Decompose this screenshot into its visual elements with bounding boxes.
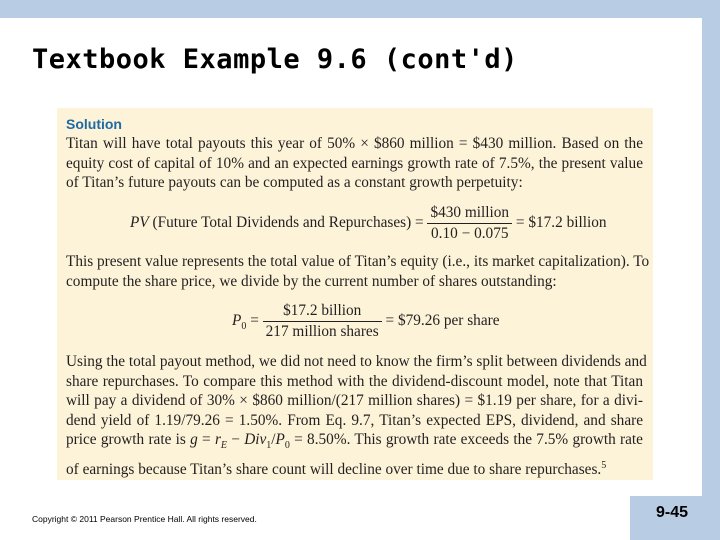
equation-share-price [232, 302, 500, 341]
text-line: Titan will have total payouts this year of 50% × $860 million = $430 million. Based on the [66, 135, 643, 152]
copyright-text: Copyright © 2011 Pearson Prentice Hall. All rights reserved. [32, 514, 257, 524]
g-symbol: g [190, 431, 198, 449]
fraction-numerator: $430 million [427, 204, 512, 224]
solution-paragraph-1 [66, 134, 643, 193]
slide-title: Textbook Example 9.6 (cont'd) [32, 44, 518, 75]
r-subscript: E [220, 440, 228, 452]
text-fragment: / [271, 431, 276, 449]
equation-lhs-text: (Future Total Dividends and Repurchases) = [152, 214, 424, 232]
equation-result: = $17.2 billion [515, 214, 607, 232]
fraction-denominator: 0.10 − 0.075 [431, 225, 509, 242]
r-symbol: r [214, 431, 221, 449]
equation-present-value [130, 204, 607, 243]
equation-fraction [263, 302, 382, 341]
text-fragment: − [227, 431, 245, 449]
top-accent-bar [0, 0, 720, 18]
equals-sign: = [250, 312, 259, 330]
footnote-mark: 5 [601, 460, 607, 472]
equation-result: = $79.26 per share [385, 312, 500, 330]
text-line [66, 456, 643, 480]
text-line: will pay a dividend of 30% × $860 million/(217 million shares) = $1.19 per share, for a divi- [66, 392, 643, 410]
div-symbol: Div [244, 431, 267, 449]
fraction-denominator: 217 million shares [265, 323, 379, 340]
text-line-growth-formula [66, 430, 643, 456]
page-number: 9-45 [656, 504, 689, 521]
text-line: This present value represents the total value of Titan’s equity (i.e., its market capitalization). To [66, 253, 650, 270]
text-fragment: of earnings because Titan’s share count will decline over time due to share repurchases. [66, 461, 602, 479]
p-subscript: 0 [241, 321, 247, 333]
text-line: equity cost of capital of 10% and an expected earnings growth rate of 7.5%, the present value [66, 154, 643, 172]
solution-label: Solution [66, 116, 122, 132]
p-symbol: P [232, 312, 242, 330]
text-line: dend yield of 1.19/79.26 = 1.50%. From Eq. 9.7, Titan’s expected EPS, dividend, and share [66, 411, 643, 429]
text-fragment: = [197, 431, 215, 449]
text-line: Using the total payout method, we did not need to know the firm’s split between dividends and [66, 353, 647, 370]
text-line: share repurchases. To compare this method with the dividend-discount model, note that Titan [66, 372, 643, 390]
div-subscript: 1 [266, 440, 272, 452]
text-fragment: price growth rate is [66, 431, 191, 449]
right-accent-bar [702, 0, 720, 496]
equation-fraction [427, 204, 512, 243]
text-fragment: = 8.50%. This growth rate exceeds the 7.5% growth rate [289, 431, 643, 449]
p-symbol: P [275, 431, 285, 449]
solution-paragraph-3 [66, 352, 647, 480]
text-line: compute the share price, we divide by the current number of shares outstanding: [66, 272, 557, 290]
text-line: of Titan’s future payouts can be computed as a constant growth perpetuity: [66, 174, 523, 192]
solution-paragraph-2 [66, 252, 650, 291]
pv-symbol: PV [130, 214, 149, 232]
fraction-numerator: $17.2 billion [263, 302, 382, 322]
p-subscript: 0 [284, 440, 290, 452]
